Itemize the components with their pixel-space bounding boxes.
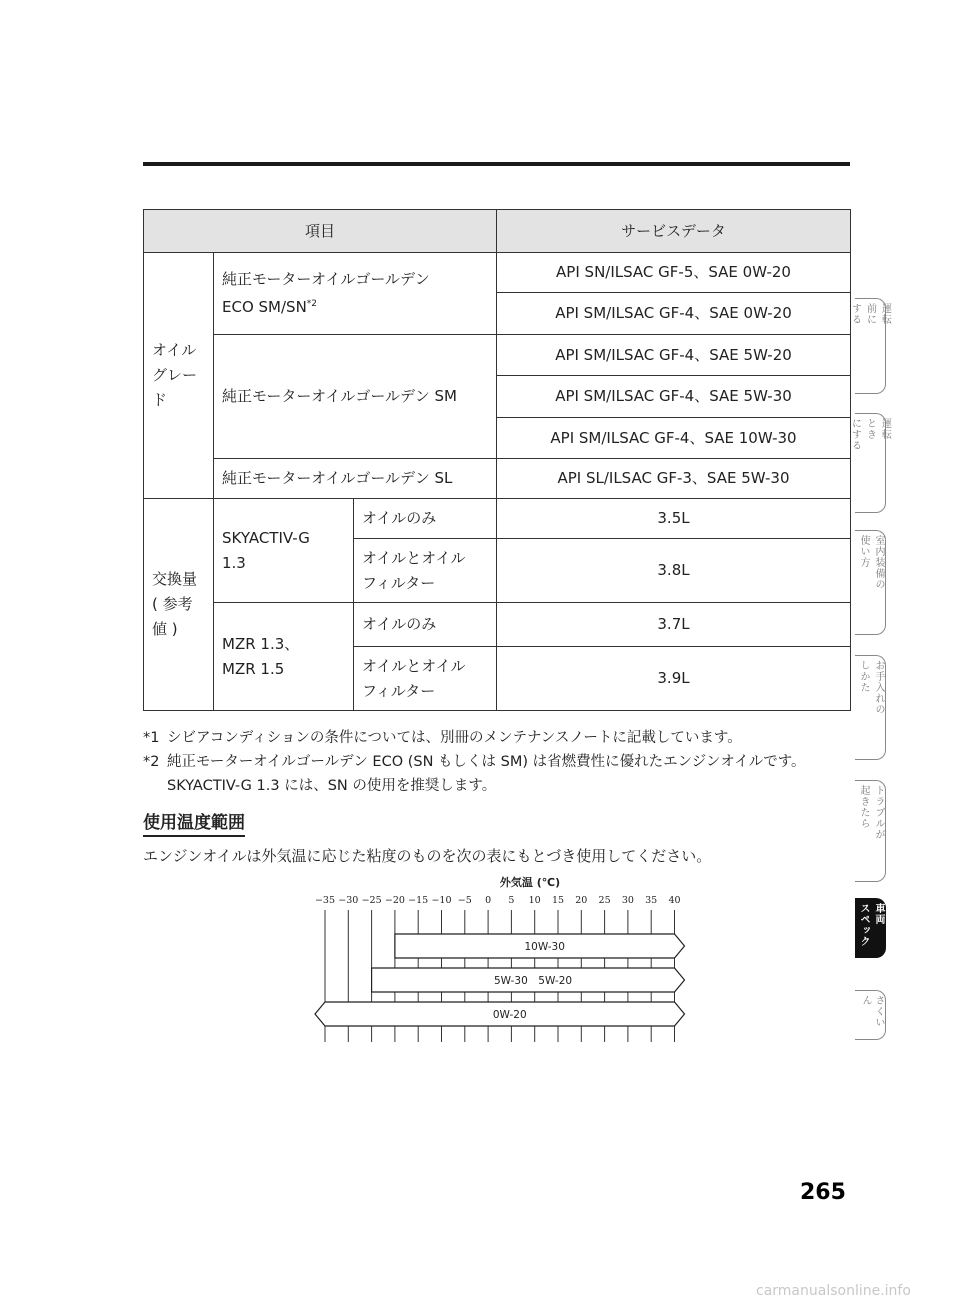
oil-grade-label: オイル グレード [144,253,214,499]
section-heading: 使用温度範囲 [143,812,245,837]
section-intro: エンジンオイルは外気温に応じた粘度のものを次の表にもとづき使用してください。 [143,847,712,865]
oil-spec-value: API SL/ILSAC GF-3、SAE 5W-30 [497,459,851,499]
oil-name-golden-sl: 純正モーターオイルゴールデン SL [214,459,497,499]
chapter-tab-label: 車両 [873,903,884,925]
chapter-tab-label: にする [849,418,861,451]
chapter-tab-label: 運転 [879,303,891,325]
temperature-tick-label: −20 [384,895,405,906]
oil-spec-table [143,209,851,711]
temperature-tick-label: −25 [361,895,382,906]
viscosity-band-label: 10W-30 [524,941,565,953]
condition-oil-and-filter: オイルとオイル フィルター [354,539,497,603]
chapter-tab-label: 前に [864,303,876,325]
chapter-tab-label: 室内装備の [873,535,884,590]
page-number: 265 [800,1180,846,1205]
oil-spec-value: API SM/ILSAC GF-4、SAE 5W-20 [497,335,851,376]
temperature-tick-label: −10 [431,895,452,906]
oil-spec-value: API SM/ILSAC GF-4、SAE 5W-30 [497,376,851,418]
condition-oil-only: オイルのみ [354,603,497,647]
chapter-tab-label: お手入れの [873,660,884,715]
chapter-tab-label: 起きたら [858,785,869,829]
footnote: *1 シビアコンディションの条件については、別冊のメンテナンスノートに記載しています。 [143,730,742,746]
chapter-tab[interactable] [849,298,891,394]
oil-spec-value: API SM/ILSAC GF-4、SAE 10W-30 [497,418,851,459]
chapter-tab[interactable] [849,413,891,513]
oil-name-golden-eco: 純正モーターオイルゴールデン ECO SM/SN$^{*2}$ [214,253,497,335]
chapter-tab-label: トラブルが [873,785,884,840]
chapter-tab-label: さくいん [860,995,884,1028]
engine-mzr: MZR 1.3、 MZR 1.5 [214,603,354,711]
chapter-tab[interactable] [855,530,886,635]
temperature-tick-label: −15 [408,895,429,906]
temperature-tick-label: 40 [668,895,681,906]
oil-spec-value: API SN/ILSAC GF-5、SAE 0W-20 [497,253,851,293]
capacity-label: 交換量 ( 参考値 ) [144,499,214,711]
temperature-tick-labels [315,895,681,906]
chapter-tab-label: 使い方 [858,535,869,568]
chapter-tab-label: する [849,303,861,325]
top-rule [143,162,850,166]
chapter-tab[interactable] [855,898,886,958]
capacity-value: 3.8L [497,539,851,603]
temperature-tick-label: 25 [598,895,611,906]
viscosity-band-label: 5W-30 5W-20 [494,975,573,987]
temperature-tick-label: 10 [528,895,541,906]
header-item: 項目 [144,210,497,253]
chapter-tab[interactable] [855,780,886,882]
capacity-value: 3.5L [497,499,851,539]
temperature-tick-label: −5 [457,895,472,906]
chapter-tab[interactable] [855,990,886,1040]
chapter-tab-label: しかた [858,660,869,693]
capacity-value: 3.7L [497,603,851,647]
viscosity-band-label: 0W-20 [492,1009,527,1021]
temperature-tick-label: 15 [551,895,565,906]
viscosity-bands [315,934,685,1026]
chapter-tab-label: スペック [858,903,869,947]
capacity-value: 3.9L [497,647,851,711]
chapter-tab-label: とき [864,418,876,440]
oil-name-golden-sm: 純正モーターオイルゴールデン SM [214,335,497,459]
chapter-tab[interactable] [855,655,886,760]
chapter-tab-label: 運転 [879,418,891,440]
temperature-tick-label: 20 [575,895,588,906]
temperature-axis-title: 外気温 (℃) [499,876,561,889]
temperature-tick-label: −35 [314,895,336,906]
temperature-range-chart [300,872,700,1050]
temperature-tick-label: 35 [645,895,658,906]
engine-skyactiv: SKYACTIV-G 1.3 [214,499,354,603]
temperature-tick-label: 0 [485,895,492,906]
header-service-data: サービスデータ [497,210,851,253]
condition-oil-only: オイルのみ [354,499,497,539]
oil-spec-value: API SM/ILSAC GF-4、SAE 0W-20 [497,293,851,335]
condition-oil-and-filter: オイルとオイル フィルター [354,647,497,711]
temperature-tick-label: 30 [621,895,634,906]
footnote: *2 純正モーターオイルゴールデン ECO (SN もしくは SM) は省燃費性に優れたエンジンオイルです。SKYACTIV-G 1.3 には、SN の使用を推奨します。 [143,754,806,794]
temperature-tick-label: 5 [508,895,515,906]
footnotes [143,726,858,798]
watermark: carmanualsonline.info [756,1283,911,1299]
temperature-tick-label: −30 [338,895,359,906]
